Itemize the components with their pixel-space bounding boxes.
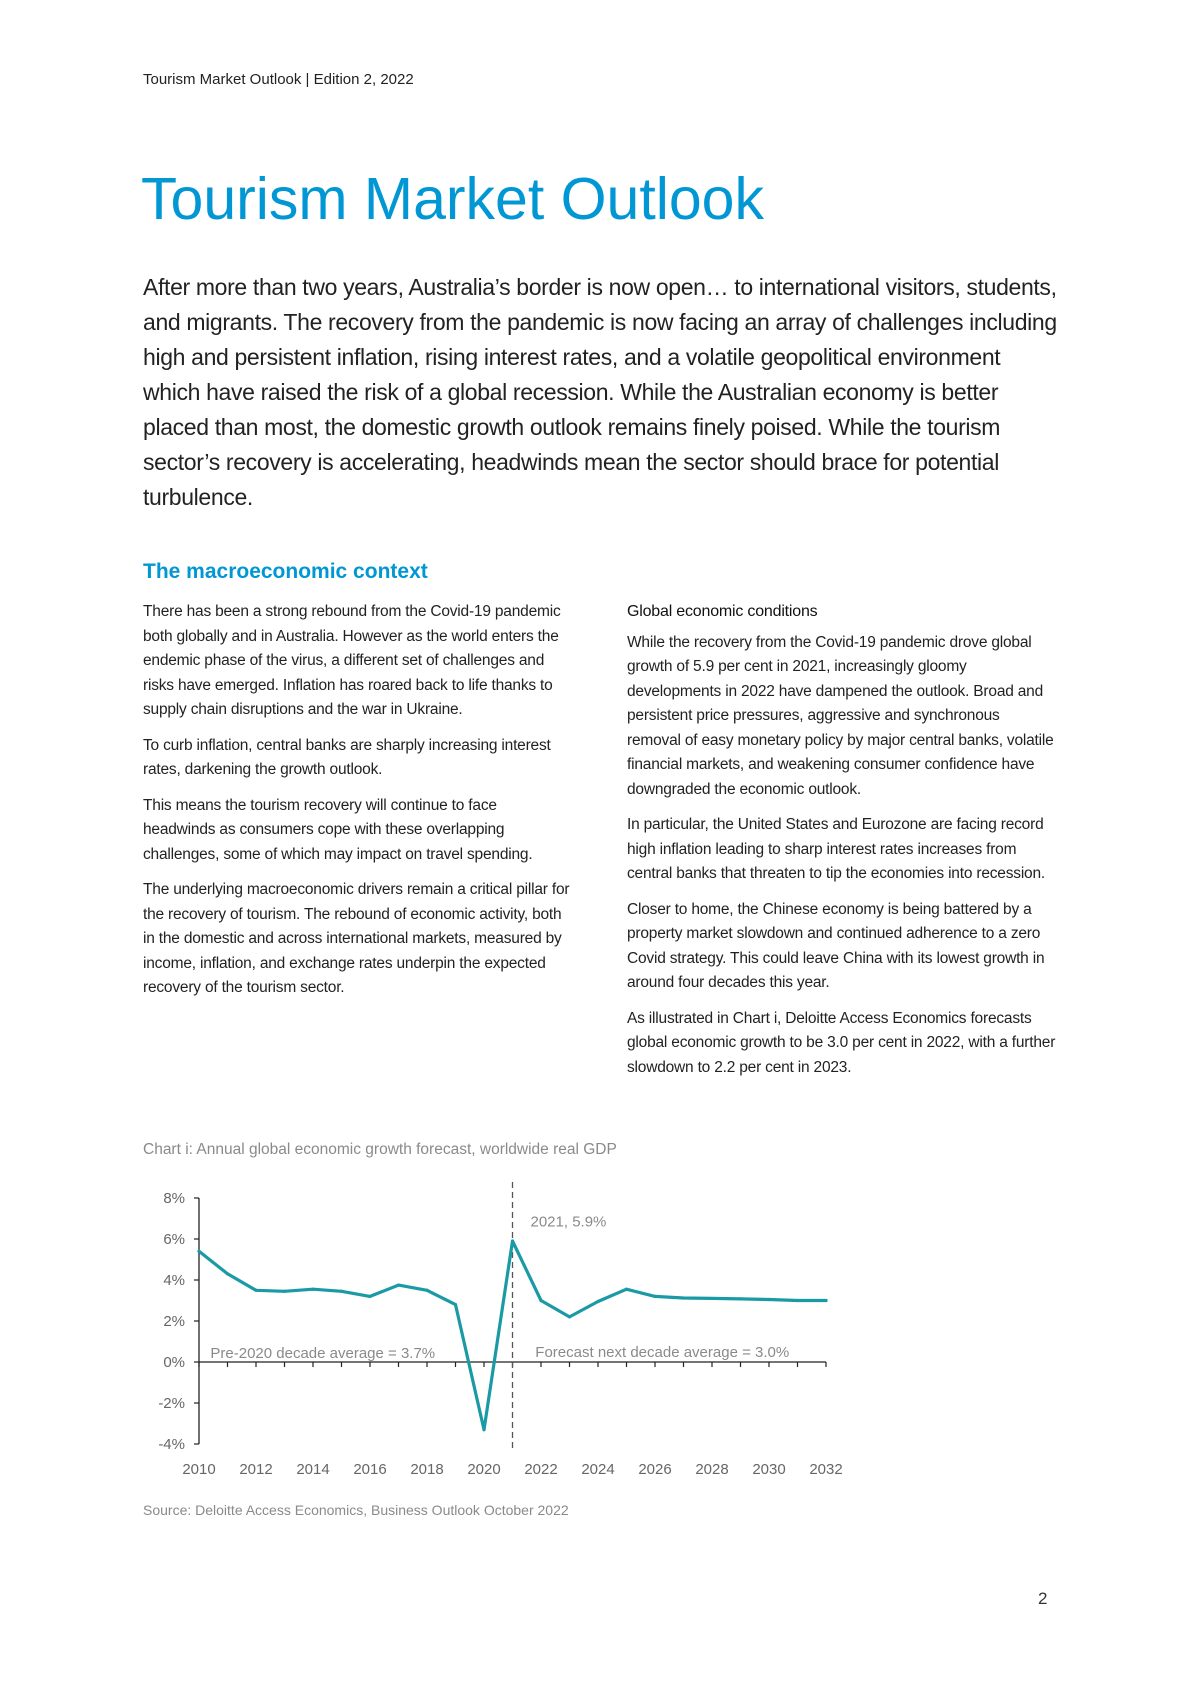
y-tick-label: 8% [163,1190,185,1207]
growth-data-point [682,1296,685,1299]
right-paragraph-1: While the recovery from the Covid-19 pandemic drove global growth of 5.9 per cent in 2021, increasingly gloomy developments in 2022 have dampened the outlook. Broad and persistent price pressures, aggressive and synchronous removal of easy monetary policy by major central banks, volatile financial markets, and weakening consumer confidence have downgraded the economic outlook. [627,633,1054,798]
growth-data-point [767,1298,770,1301]
left-paragraph-2: To curb inflation, central banks are sharply increasing interest rates, darkening the growth outlook. [143,736,551,778]
growth-data-point [568,1315,571,1318]
growth-data-point [625,1288,628,1291]
left-paragraph-1: There has been a strong rebound from the Covid-19 pandemic both globally and in Australia. However as the world enters the endemic phase of the virus, a different set of challenges and risks have emerged. Inflation has roared back to life thanks to supply chain disruptions and the war in Ukraine. [143,603,561,718]
forecast-average-annotation: Forecast next decade average = 3.0% [535,1343,790,1361]
source-note: Source: Deloitte Access Economics, Business Outlook October 2022 [143,1502,569,1518]
growth-data-point [340,1290,343,1293]
x-tick-label: 2012 [239,1461,273,1478]
chart-caption: Chart i: Annual global economic growth forecast, worldwide real GDP [143,1141,617,1158]
growth-data-point [397,1284,400,1287]
x-tick-label: 2022 [524,1461,558,1478]
x-tick-label: 2014 [296,1461,330,1478]
growth-data-point [197,1250,200,1253]
x-tick-label: 2028 [695,1461,729,1478]
x-tick-label: 2016 [353,1461,387,1478]
growth-data-point [226,1272,229,1275]
x-tick-label: 2018 [410,1461,444,1478]
y-tick-label: 2% [163,1313,185,1330]
right-column [627,600,1057,1091]
growth-data-point [454,1303,457,1306]
y-tick-label: -2% [158,1395,185,1412]
y-tick-label: -4% [158,1436,185,1453]
left-paragraph-4: The underlying macroeconomic drivers remain a critical pillar for the recovery of tourism. The rebound of economic activity, both in the domestic and across international markets, measured by income, inflation, and exchange rates underpin the expected recovery of the tourism sector. [143,881,570,996]
right-paragraph-3: Closer to home, the Chinese economy is being battered by a property market slowdown and continued adherence to a zero Covid strategy. This could leave China with its lowest growth in around four decades this year. [627,900,1045,991]
y-tick-label: 6% [163,1231,185,1248]
growth-data-point [596,1300,599,1303]
page-title: Tourism Market Outlook [141,166,764,232]
pre-average-annotation: Pre-2020 decade average = 3.7% [210,1344,436,1362]
peak-annotation: 2021, 5.9% [530,1213,607,1231]
intro-paragraph: After more than two years, Australia’s border is now open… to international visitors, students, and migrants. The recovery from the pandemic is now facing an array of challenges including high and persistent inflation, rising interest rates, and a volatile geopolitical environment which have raised the risk of a global recession. While the Australian economy is better placed than most, the domestic growth outlook remains finely poised. While the tourism sector’s recovery is accelerating, headwinds mean the sector should brace for potential turbulence. [143,274,1057,510]
x-tick-label: 2030 [752,1461,786,1478]
growth-data-point [824,1299,827,1302]
growth-data-point [653,1295,656,1298]
growth-data-point [511,1239,514,1242]
growth-data-point [482,1428,485,1431]
right-subheading: Global economic conditions [627,603,818,620]
growth-data-point [539,1299,542,1302]
page-number: 2 [1038,1589,1048,1608]
growth-data-point [254,1289,257,1292]
x-tick-label: 2026 [638,1461,672,1478]
section-heading: The macroeconomic context [143,560,428,583]
right-paragraph-2: In particular, the United States and Eurozone are facing record high inflation leading to sharp interest rates increases from central banks that threaten to tip the economies into recession. [627,816,1046,882]
growth-data-point [283,1290,286,1293]
growth-data-point [425,1289,428,1292]
growth-data-point [796,1299,799,1302]
right-paragraph-4: As illustrated in Chart i, Deloitte Access Economics forecasts global economic growth to be 3.0 per cent in 2022, with a further slowdown to 2.2 per cent in 2023. [627,1009,1056,1076]
x-tick-label: 2024 [581,1461,615,1478]
growth-data-point [739,1297,742,1300]
running-header: Tourism Market Outlook | Edition 2, 2022 [143,71,414,88]
x-tick-label: 2010 [182,1461,216,1478]
x-tick-label: 2020 [467,1461,501,1478]
left-column [143,600,573,1012]
y-tick-label: 0% [163,1354,185,1371]
growth-data-point [311,1288,314,1291]
y-tick-label: 4% [163,1272,185,1289]
growth-data-point [710,1297,713,1300]
growth-line-chart [130,1180,850,1490]
x-tick-label: 2032 [809,1461,843,1478]
growth-data-point [368,1295,371,1298]
left-paragraph-3: This means the tourism recovery will continue to face headwinds as consumers cope with these overlapping challenges, some of which may impact on travel spending. [143,796,533,863]
